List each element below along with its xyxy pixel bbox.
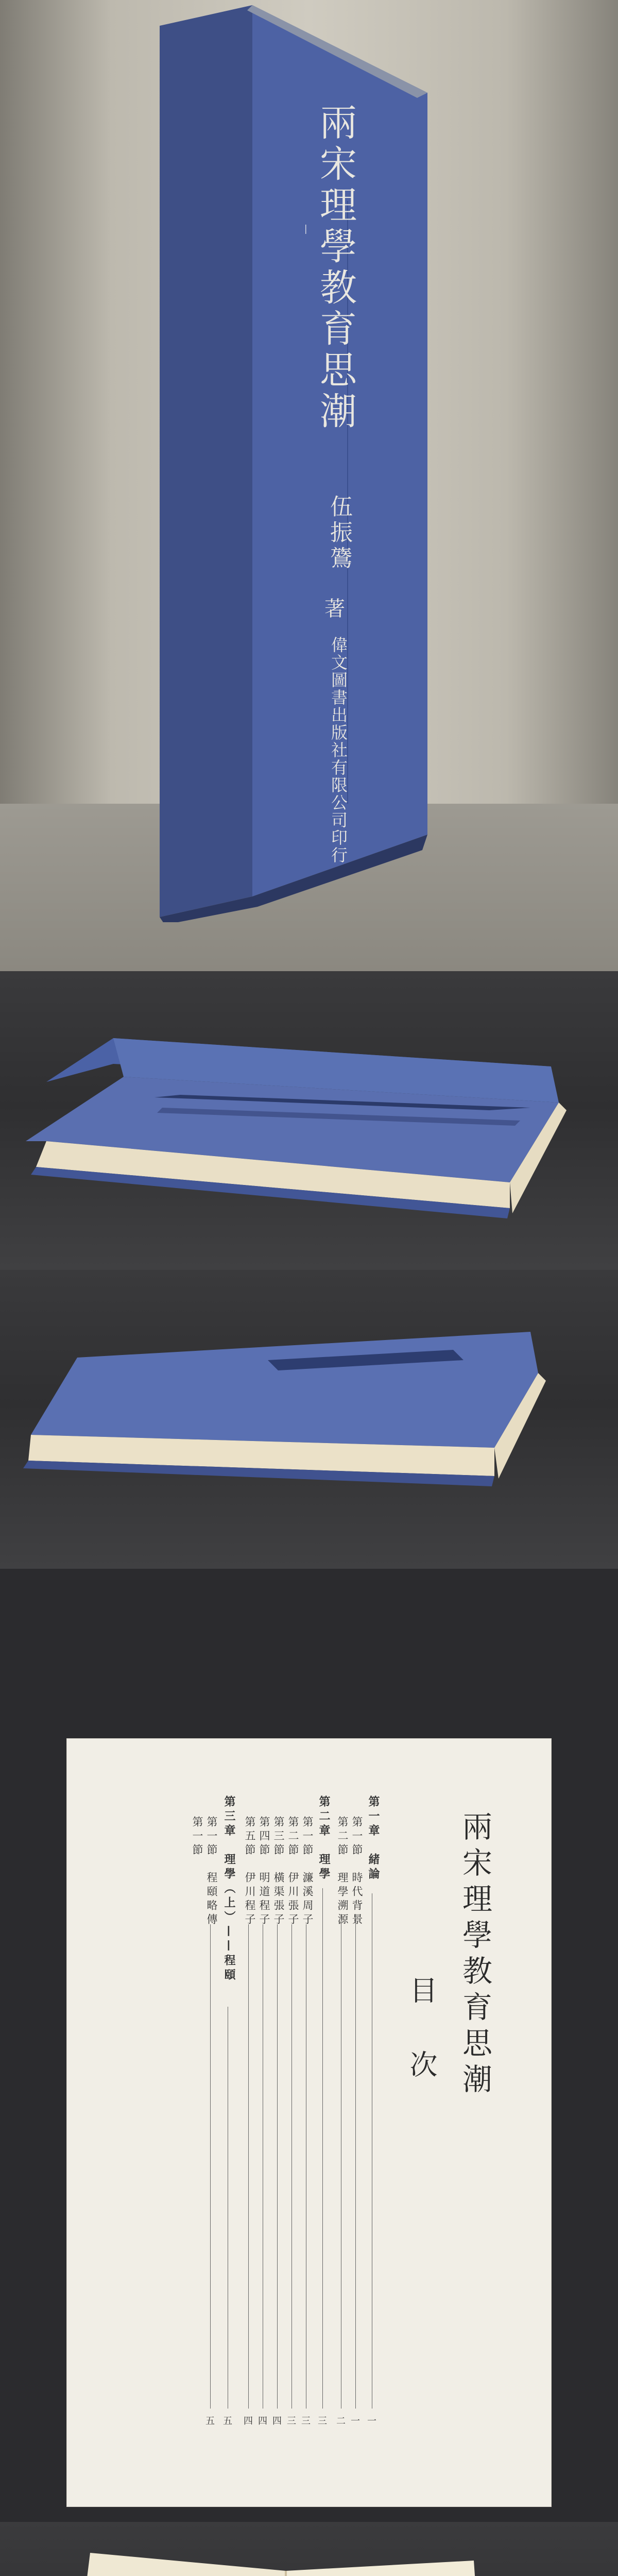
toc-entry: 第四節 明道程子: [258, 1816, 270, 1927]
toc-leader-line: [355, 1914, 356, 2409]
toc-subtitle: 目次: [405, 1976, 438, 2124]
spine-author: 伍振鷟: [326, 495, 352, 572]
toc-entry: 第三節 橫渠張子: [272, 1816, 285, 1927]
toc-book-title: 兩宋理學教育思潮: [457, 1811, 492, 2099]
toc-page-number: 四: [272, 2416, 282, 2427]
book-flat-2: [0, 1270, 618, 1569]
spine-photo: [0, 0, 618, 971]
toc-entry: 第三章 理學（上）——程頤: [222, 1795, 236, 1983]
book-flat-photo-1: [0, 971, 618, 1270]
toc-page-number: 一: [351, 2416, 360, 2427]
toc-leader-line: [277, 1924, 278, 2409]
toc-photo: [0, 1569, 618, 2522]
toc-entry: 第一節 程頤略傳: [205, 1816, 218, 1927]
book-flat-photo-2: [0, 1270, 618, 1569]
toc-entry: 第五節 伊川程子: [244, 1816, 256, 1927]
toc-entry: 第一節: [191, 1816, 203, 1858]
spine-title: 兩宋理學教育思潮: [314, 103, 357, 433]
toc-leader-line: [291, 1924, 292, 2409]
toc-leader-line: [322, 1888, 323, 2409]
toc-page-number: 三: [318, 2416, 327, 2427]
toc-page-number: 四: [244, 2416, 253, 2427]
toc-leader-line: [248, 1924, 249, 2409]
book-flat-1: [0, 971, 618, 1270]
toc-page-number: 五: [223, 2416, 232, 2427]
toc-page-number: 二: [336, 2416, 346, 2427]
toc-entry: 第一節 濂溪周子: [301, 1816, 314, 1927]
toc-entry: 第二章 理學: [317, 1795, 331, 1882]
svg-text:—: —: [300, 224, 313, 234]
book-spine-view: [149, 5, 438, 922]
toc-page: [67, 1739, 551, 2506]
toc-entry: 第一節 時代背景: [351, 1816, 363, 1927]
toc-page-number: 一: [367, 2416, 376, 2427]
toc-page-number: 五: [205, 2416, 215, 2427]
toc-leader-line: [210, 1924, 211, 2409]
toc-page-number: 三: [287, 2416, 296, 2427]
open-book-photo-1: [0, 2522, 618, 2576]
toc-entry: 第二節 理學溯源: [336, 1816, 349, 1927]
spine-author-suffix: 著: [324, 597, 345, 621]
toc-entry: 第一章 緒論: [367, 1795, 380, 1882]
spine-publisher: 偉文圖書出版社有限公司印行: [329, 636, 348, 864]
open-book-1: [0, 2522, 618, 2576]
toc-page-number: 四: [258, 2416, 267, 2427]
toc-page-number: 三: [301, 2416, 311, 2427]
toc-entry: 第二節 伊川張子: [287, 1816, 299, 1927]
